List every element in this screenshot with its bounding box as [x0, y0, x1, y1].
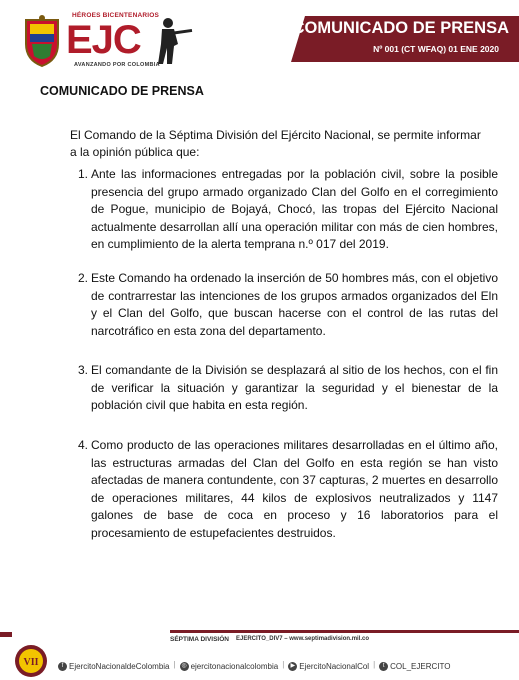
ejc-logo — [22, 10, 192, 72]
facebook-icon: f — [58, 662, 67, 671]
youtube-icon: ▶ — [288, 662, 297, 671]
division-website: EJERCITO_DIV7 – www.septimadivision.mil.co — [236, 636, 370, 642]
list-item — [70, 270, 498, 340]
social-label: EjercitoNacionalCol — [299, 662, 370, 671]
banner-reference: Nº 001 (CT WFAQ) 01 ENE 2020 — [373, 44, 499, 54]
twitter-icon: t — [379, 662, 388, 671]
social-label: ejercitonacionalcolombia — [190, 662, 279, 671]
footer-accent — [0, 632, 12, 637]
social-links: f EjercitoNacionaldeColombia | ◎ ejercitonacionalcolombia | ▶ EjercitoNacionalCol | t COL_EJERCITO — [58, 660, 450, 671]
social-twitter[interactable] — [379, 662, 450, 671]
list-item — [70, 362, 498, 415]
item-text: El comandante de la División se desplazará al sitio de los hechos, con el fin de verificar la situación y garantizar la seguridad y el bienestar de la población civil que habita en esta región. — [91, 363, 498, 412]
item-text: Este Comando ha ordenado la inserción de 50 hombres más, con el objetivo de contrarrestar las intenciones de los grupos armados organizados del Eln y el Clan del Golfo, que buscan hacerse con el control de las rutas del narcotráfico en esta zona del departamento. — [91, 271, 498, 338]
item-text: Ante las informaciones entregadas por la población civil, sobre la posible presencia del grupo armado organizado Clan del Golfo en el corregimiento de Pogue, municipio de Bojayá, Chocó, las tropas del Ejército Nacional actualmente desarrollan allí una operación militar con más de cien hombres, en cumplimiento de la alerta temprana n.º 017 del 2019. — [91, 167, 498, 251]
social-label: COL_EJERCITO — [390, 662, 451, 671]
footer-rule — [170, 630, 519, 633]
ejc-wordmark: EJC — [66, 18, 141, 62]
letterhead — [0, 0, 519, 78]
item-number: 2. — [77, 271, 88, 285]
social-instagram[interactable] — [180, 662, 279, 671]
item-number: 1. — [77, 167, 88, 181]
social-youtube[interactable] — [288, 662, 369, 671]
item-number: 4. — [77, 438, 88, 452]
seal-text: VII — [23, 657, 39, 668]
instagram-icon: ◎ — [181, 663, 187, 669]
banner-title: COMUNICADO DE PRENSA — [292, 19, 509, 37]
list-item — [70, 437, 498, 542]
list-item — [70, 166, 498, 254]
division-seal-icon — [14, 644, 48, 678]
intro-paragraph: El Comando de la Séptima División del Ejército Nacional, se permite informar a la opinión pública que: — [70, 128, 481, 159]
heroes-bicentenarios-text: HÉROES BICENTENARIOS — [72, 12, 160, 19]
press-release-banner — [291, 16, 519, 62]
tagline-text: AVANZANDO POR COLOMBIA — [74, 62, 160, 68]
document-title: COMUNICADO DE PRENSA — [40, 84, 204, 98]
item-number: 3. — [77, 363, 88, 377]
social-facebook[interactable] — [58, 662, 170, 671]
division-name: SÉPTIMA DIVISIÓN — [170, 636, 229, 643]
soldier-icon — [148, 16, 194, 66]
coat-of-arms-icon — [22, 14, 62, 68]
item-text: Como producto de las operaciones militares desarrolladas en el último año, las estructuras armadas del Clan del Golfo en esta región se han visto afectadas de manera contundente, con 37 capturas, 2 muertes en desarrollo de operaciones militares, 44 kilos de explosivos neutralizados y 1147 galones de base de coca en proceso y 16 laboratorios para el procesamiento de estupefacientes destruidos. — [91, 438, 498, 540]
social-label: EjercitoNacionaldeColombia — [69, 662, 170, 671]
